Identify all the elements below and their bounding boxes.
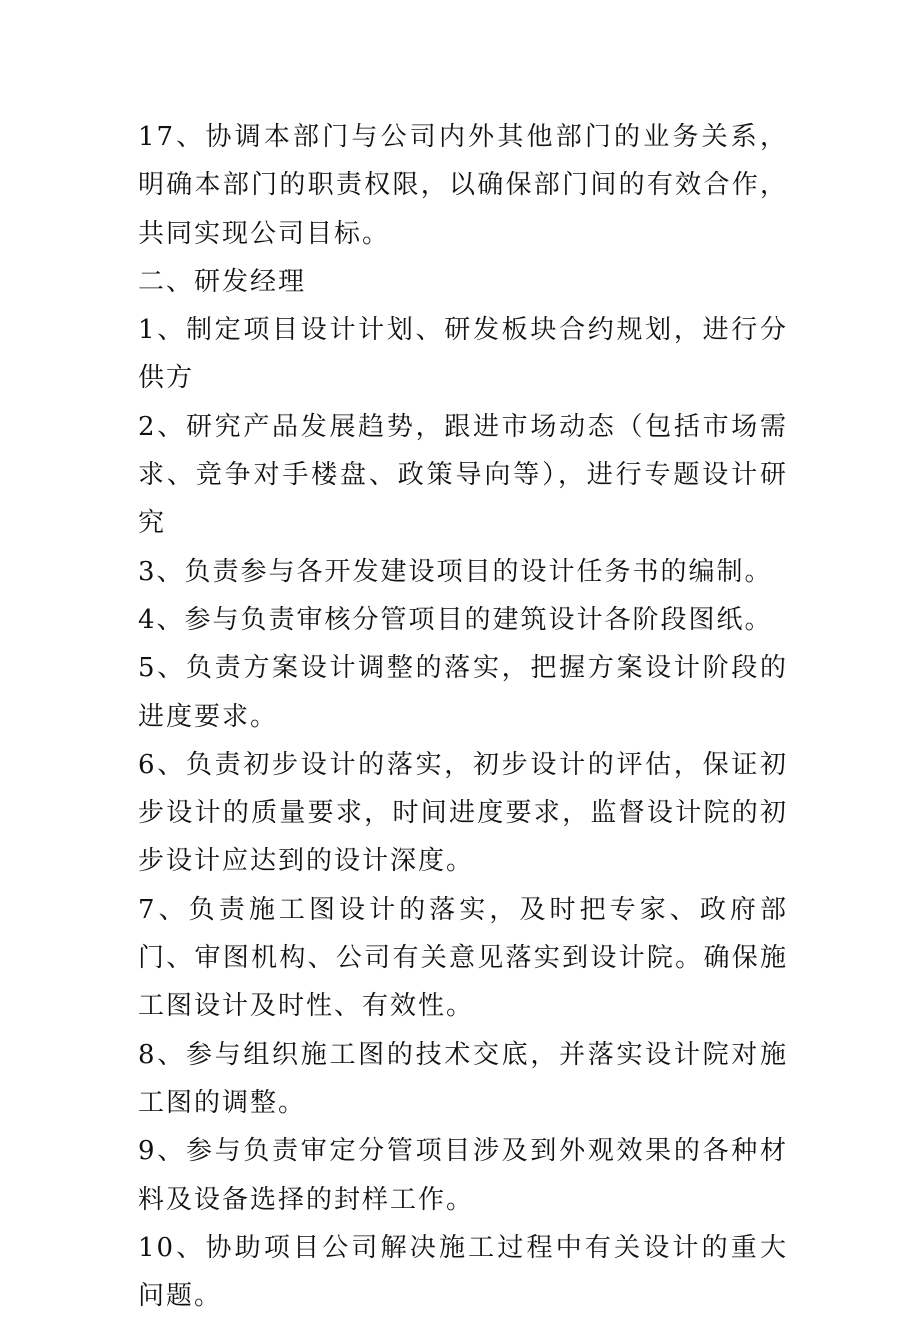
paragraph-item-3: 3、负责参与各开发建设项目的设计任务书的编制。 xyxy=(138,556,773,587)
paragraph-item-17: 17、协调本部门与公司内外其他部门的业务关系，明确本部门的职责权限，以确保部门间的有效合作，共同实现公司目标。 xyxy=(138,122,788,249)
paragraph-item-6: 6、负责初步设计的落实，初步设计的评估，保证初步设计的质量要求，时间进度要求，监督设计院的初步设计应达到的设计深度。 xyxy=(138,749,788,877)
paragraph-item-9: 9、参与负责审定分管项目涉及到外观效果的各种材料及设备选择的封样工作。 xyxy=(138,1136,788,1215)
paragraph-item-10: 10、协助项目公司解决施工过程中有关设计的重大问题。 xyxy=(138,1232,788,1312)
paragraph-item-1: 1、制定项目设计计划、研发板块合约规划，进行分供方 xyxy=(138,315,788,394)
paragraph-item-5: 5、负责方案设计调整的落实，把握方案设计阶段的进度要求。 xyxy=(138,653,788,732)
paragraph-item-4: 4、参与负责审核分管项目的建筑设计各阶段图纸。 xyxy=(138,604,773,635)
paragraph-item-8: 8、参与组织施工图的技术交底，并落实设计院对施工图的调整。 xyxy=(138,1039,788,1118)
paragraph-item-7: 7、负责施工图设计的落实，及时把专家、政府部门、审图机构、公司有关意见落实到设计院。确保施工图设计及时性、有效性。 xyxy=(138,894,788,1022)
section-heading-rd-manager: 二、研发经理 xyxy=(138,266,307,297)
paragraph-item-2: 2、研究产品发展趋势，跟进市场动态（包括市场需求、竞争对手楼盘、政策导向等），进行专题设计研究 xyxy=(138,411,788,539)
document-body xyxy=(138,113,788,1320)
